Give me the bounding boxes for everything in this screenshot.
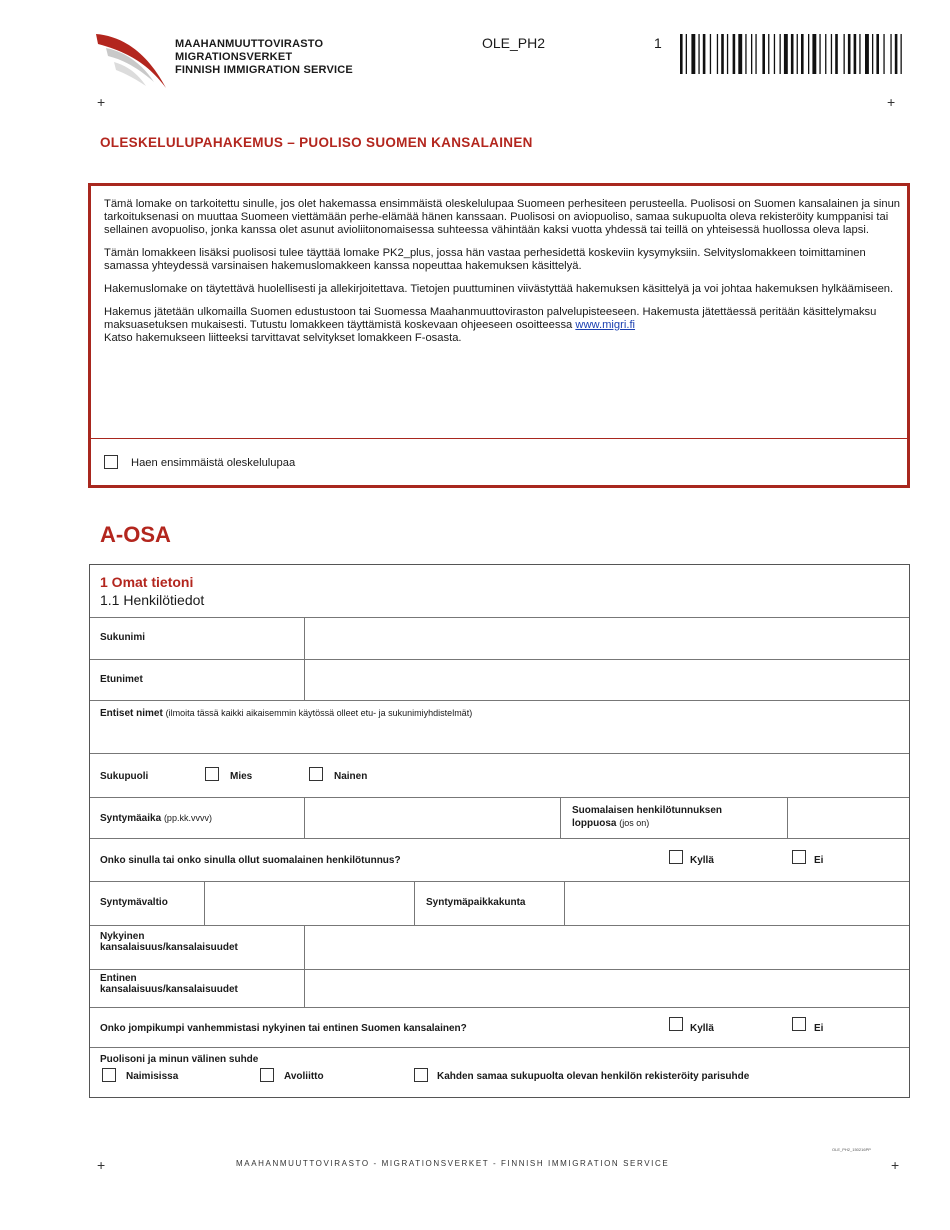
crosshair-mark: + xyxy=(97,1157,106,1173)
former-citizenship-line2: kansalaisuus/kansalaisuudet xyxy=(100,984,238,995)
barcode-bar xyxy=(854,34,857,74)
intro-paragraph: Tämän lomakkeen lisäksi puolisosi tulee täyttää lomake PK2_plus, jossa hän vastaa perhesidettä koskeviin kysymyksiin. Selvityslomakkeen toimittaminen samassa yhteydessä varsinaisen hakemuslomakkeen kanssa nopeuttaa hakemuksen käsittelyä. xyxy=(104,247,866,272)
barcode-bar xyxy=(865,34,869,74)
current-citizenship-line2: kansalaisuus/kansalaisuudet xyxy=(100,942,238,953)
agency-name-fi: MAAHANMUUTTOVIRASTO xyxy=(175,38,324,50)
birth-country-label: Syntymävaltio xyxy=(100,897,168,908)
col-divider xyxy=(787,797,788,838)
col-divider xyxy=(204,881,205,925)
col-divider xyxy=(560,797,561,838)
barcode-bar xyxy=(755,34,756,74)
former-names-label-text: Entiset nimet xyxy=(100,708,163,719)
agency-name xyxy=(175,38,353,77)
gender-female-checkbox[interactable] xyxy=(309,767,323,781)
barcode-bar xyxy=(710,34,711,74)
agency-name-en: FINNISH IMMIGRATION SERVICE xyxy=(175,64,353,76)
surname-input[interactable] xyxy=(306,618,909,658)
barcode-bar xyxy=(698,34,699,74)
former-names-label xyxy=(100,708,472,719)
first-permit-label: Haen ensimmäistä oleskelulupaa xyxy=(131,457,296,469)
barcode-bar xyxy=(835,34,838,74)
parent-citizen-yes-label: Kyllä xyxy=(690,1023,714,1034)
former-citizenship-label xyxy=(100,973,238,995)
intro-paragraph-text: Hakemus jätetään ulkomailla Suomen edustustoon tai Suomessa Maahanmuuttoviraston palvelupisteeseen. Hakemusta jätettäessä peritään käsittelymaksu maksuasetuksen mukaisesti. Tutustu lomakkeen täyttämistä koskevaan ohjeeseen osoitteessa xyxy=(104,306,877,331)
section-title: A-OSA xyxy=(100,522,171,547)
first-names-input[interactable] xyxy=(306,660,909,699)
row-divider xyxy=(90,838,909,839)
barcode-bar xyxy=(784,34,788,74)
relationship-married-label: Naimisissa xyxy=(126,1071,179,1082)
barcode-bar xyxy=(751,34,752,74)
intro-paragraph: Hakemuslomake on täytettävä huolellisesti ja allekirjoitettava. Tietojen puuttuminen viivästyttää hakemuksen käsittelyä ja voi johtaa hakemuksen hylkäämiseen. xyxy=(104,283,894,295)
row-divider xyxy=(90,753,909,754)
personal-info-table xyxy=(89,564,910,1098)
former-names-input[interactable] xyxy=(92,723,908,752)
barcode-bar xyxy=(703,34,706,74)
barcode-bar xyxy=(733,34,736,74)
relationship-registered-checkbox[interactable] xyxy=(414,1068,428,1082)
relationship-label: Puolisoni ja minun välinen suhde xyxy=(100,1054,259,1065)
birth-place-label: Syntymäpaikkakunta xyxy=(426,897,526,908)
finnish-id-input[interactable] xyxy=(789,798,909,837)
barcode-bar xyxy=(812,34,816,74)
finnish-id-label-line1: Suomalaisen henkilötunnuksen xyxy=(572,805,723,816)
barcode-bar xyxy=(890,34,891,74)
barcode-bar xyxy=(680,34,683,74)
barcode-bar xyxy=(831,34,832,74)
has-finnish-id-no-checkbox[interactable] xyxy=(792,850,806,864)
barcode-bar xyxy=(721,34,724,74)
intro-paragraph: Tämä lomake on tarkoitettu sinulle, jos olet hakemassa ensimmäistä oleskelulupaa Suomeen perhesiteen perusteella. Puolisosi on Suomen kansalainen ja sinun tarkoituksenasi on muuttaa Suomeen viettämään perhe-elämää hänen kanssaan. Puolisosi on aviopuoliso, samaa sukupuolta oleva rekisteröity kumppanisi tai sellainen avopuoliso, jonka kanssa olet asunut avioliitonomaisessa suhteessa vähintään kaksi vuotta yhdessä tai teillä on yhteisessä huollossa oleva lapsi. xyxy=(104,198,901,236)
barcode-bar xyxy=(808,34,809,74)
gender-male-checkbox[interactable] xyxy=(205,767,219,781)
barcode-bar xyxy=(717,34,718,74)
former-citizenship-input[interactable] xyxy=(306,970,909,1006)
intro-text xyxy=(104,198,902,355)
finnish-id-label-text: loppuosa xyxy=(572,818,617,829)
barcode-bar xyxy=(819,34,820,74)
barcode-bar xyxy=(859,34,860,74)
barcode-bar xyxy=(768,34,769,74)
finnish-id-label-line2 xyxy=(572,817,722,830)
barcode-bar xyxy=(876,34,879,74)
current-citizenship-line1: Nykyinen xyxy=(100,931,145,942)
barcode-bar xyxy=(780,34,781,74)
birth-date-format-note: (pp.kk.vvvv) xyxy=(163,813,212,823)
barcode-bar xyxy=(844,34,845,74)
barcode-bar xyxy=(825,34,826,74)
footer-form-code: OLE_PH2_150216PP xyxy=(832,1147,871,1152)
first-names-label: Etunimet xyxy=(100,674,143,685)
intro-paragraph: Katso hakemukseen liitteeksi tarvittavat selvitykset lomakkeen F-osasta. xyxy=(104,332,462,344)
row-divider xyxy=(90,1007,909,1008)
has-finnish-id-yes-checkbox[interactable] xyxy=(669,850,683,864)
birth-country-input[interactable] xyxy=(206,882,413,924)
row-divider xyxy=(90,1047,909,1048)
barcode-bar xyxy=(762,34,765,74)
relationship-cohabiting-checkbox[interactable] xyxy=(260,1068,274,1082)
barcode-bar xyxy=(791,34,794,74)
gender-male-label: Mies xyxy=(230,771,253,782)
relationship-married-checkbox[interactable] xyxy=(102,1068,116,1082)
has-finnish-id-yes-label: Kyllä xyxy=(690,855,714,866)
barcode-bar xyxy=(774,34,775,74)
birth-date-label-text: Syntymäaika xyxy=(100,813,162,824)
row-divider xyxy=(90,700,909,701)
barcode-bar xyxy=(848,34,851,74)
birth-date-label xyxy=(100,813,212,824)
crosshair-mark: + xyxy=(887,94,896,110)
intro-box xyxy=(88,183,910,488)
intro-paragraph xyxy=(104,306,902,332)
finnish-id-label xyxy=(572,805,722,830)
parent-citizen-yes-checkbox[interactable] xyxy=(669,1017,683,1031)
barcode-bar xyxy=(801,34,804,74)
has-finnish-id-question: Onko sinulla tai onko sinulla ollut suomalainen henkilötunnus? xyxy=(100,855,401,866)
former-names-note: (ilmoita tässä kaikki aikaisemmin käytössä olleet etu- ja sukunimiyhdistelmät) xyxy=(165,708,473,718)
crosshair-mark: + xyxy=(891,1157,900,1173)
has-finnish-id-no-label: Ei xyxy=(814,855,824,866)
crosshair-mark: + xyxy=(97,94,106,110)
gender-female-label: Nainen xyxy=(334,771,368,782)
barcode-bar xyxy=(686,34,687,74)
barcode-bar xyxy=(895,34,898,74)
finnish-id-note: (jos on) xyxy=(619,818,650,828)
parent-citizen-question: Onko jompikumpi vanhemmistasi nykyinen tai entinen Suomen kansalainen? xyxy=(100,1023,467,1034)
parent-citizen-no-checkbox[interactable] xyxy=(792,1017,806,1031)
page-number: 1 xyxy=(654,35,662,51)
agency-name-sv: MIGRATIONSVERKET xyxy=(175,51,293,63)
surname-label: Sukunimi xyxy=(100,632,146,643)
footer-agency-text: MAAHANMUUTTOVIRASTO - MIGRATIONSVERKET - FINNISH IMMIGRATION SERVICE xyxy=(236,1159,670,1168)
col-divider xyxy=(304,617,305,700)
barcode-bar xyxy=(872,34,873,74)
col-divider xyxy=(564,881,565,925)
current-citizenship-input[interactable] xyxy=(306,926,909,968)
former-citizenship-line1: Entinen xyxy=(100,973,137,984)
barcode-bar xyxy=(745,34,746,74)
barcode xyxy=(680,34,902,74)
barcode-bar xyxy=(797,34,798,74)
form-title: OLESKELULUPAHAKEMUS – PUOLISO SUOMEN KANSALAINEN xyxy=(100,135,533,150)
agency-logo xyxy=(92,30,170,90)
migri-link[interactable]: www.migri.fi xyxy=(575,319,636,331)
parent-citizen-no-label: Ei xyxy=(814,1023,824,1034)
relationship-registered-label: Kahden samaa sukupuolta olevan henkilön rekisteröity parisuhde xyxy=(437,1071,750,1082)
first-permit-checkbox[interactable] xyxy=(104,455,118,469)
sub-heading: 1.1 Henkilötiedot xyxy=(100,592,205,608)
current-citizenship-label xyxy=(100,931,238,953)
barcode-bar xyxy=(738,34,742,74)
form-code: OLE_PH2 xyxy=(482,35,546,51)
barcode-bar xyxy=(727,34,728,74)
birth-place-input[interactable] xyxy=(566,882,909,924)
divider xyxy=(91,438,907,439)
birth-date-input[interactable] xyxy=(306,798,559,837)
col-divider xyxy=(304,797,305,838)
barcode-bar xyxy=(901,34,902,74)
col-divider xyxy=(304,925,305,1007)
gender-label: Sukupuoli xyxy=(100,771,149,782)
barcode-bar xyxy=(691,34,695,74)
relationship-cohabiting-label: Avoliitto xyxy=(284,1071,324,1082)
barcode-bar xyxy=(883,34,884,74)
part-heading: 1 Omat tietoni xyxy=(100,574,194,590)
col-divider xyxy=(414,881,415,925)
